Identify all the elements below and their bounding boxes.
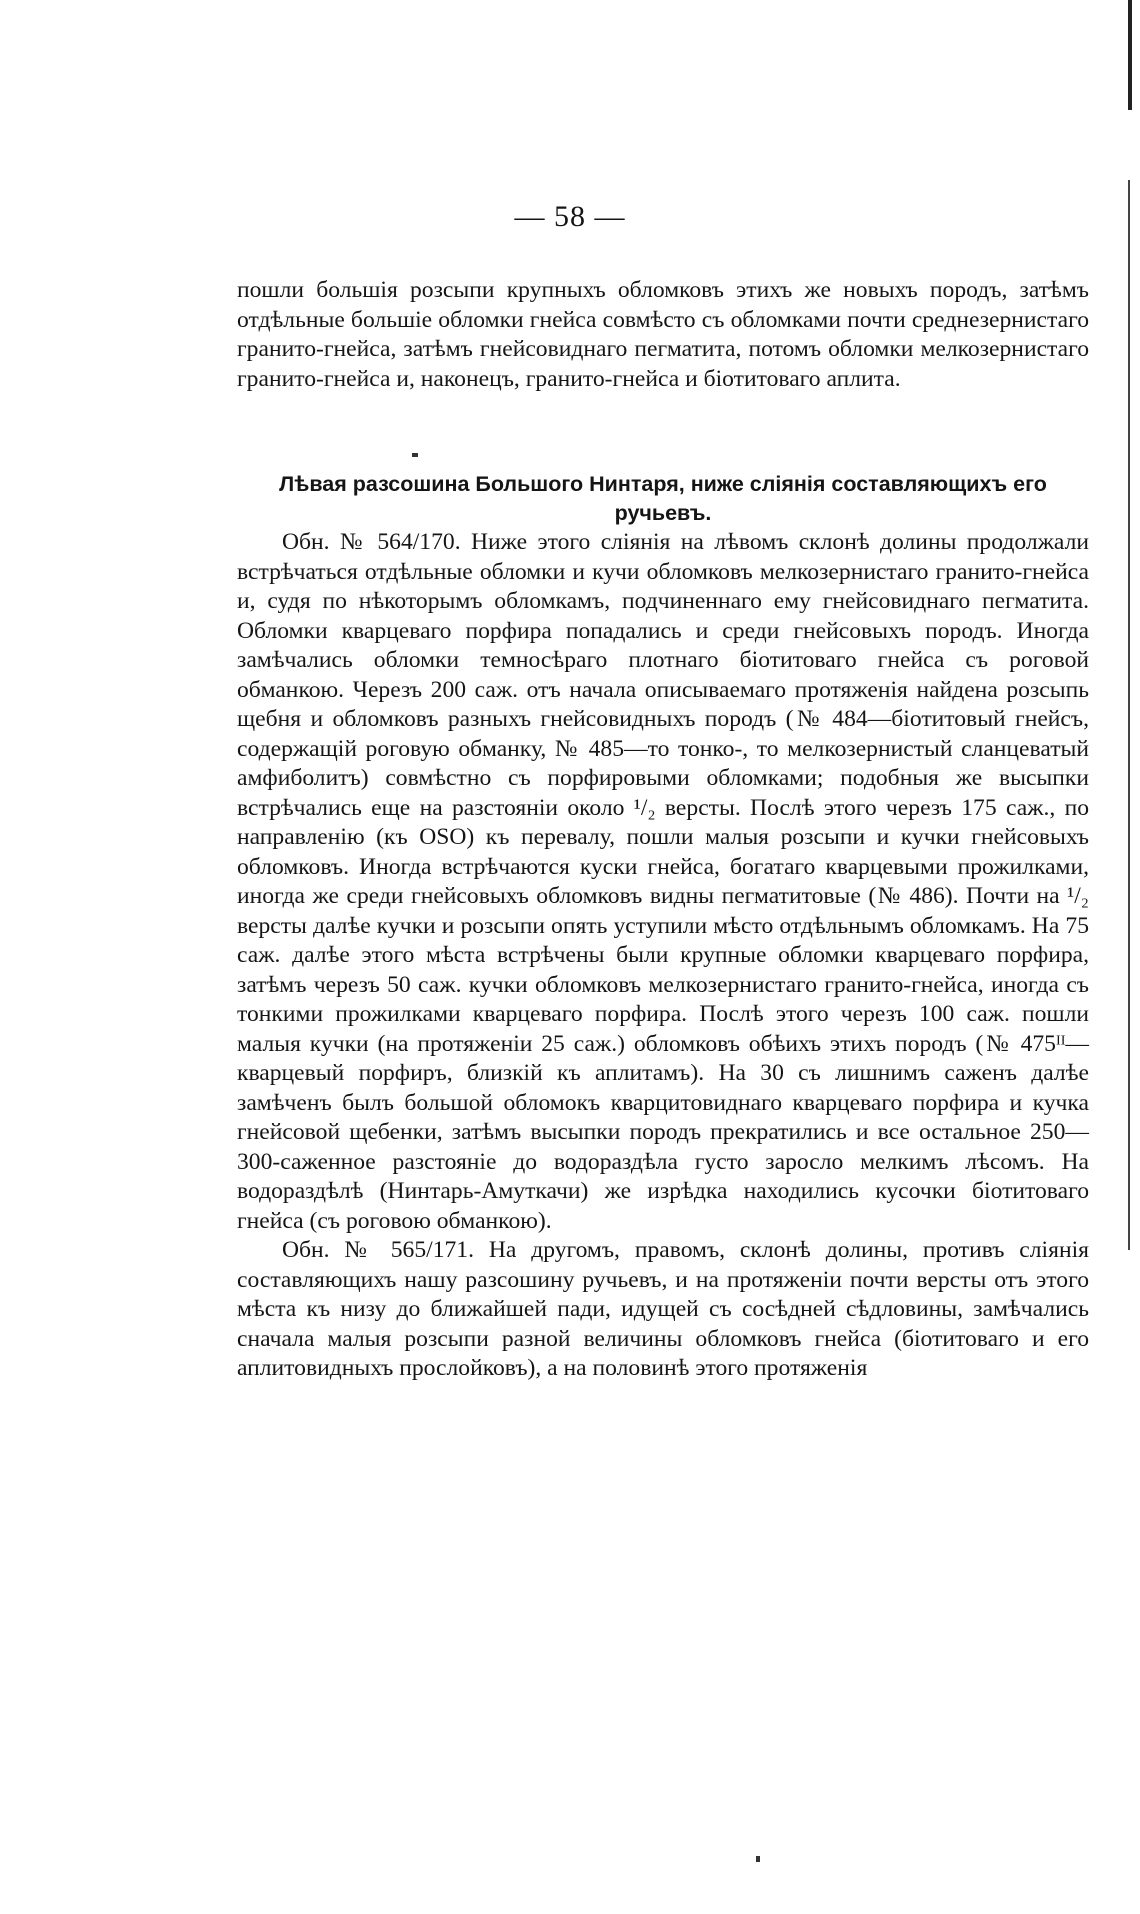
intro-paragraph-block	[237, 276, 1089, 394]
paragraph-564: Обн. № 564/170. Ниже этого сліянія на лѣвомъ склонѣ долины продолжали встрѣчаться отдѣльные обломки и кучи обломковъ мелкозернистаго гранито-гнейса и, судя по нѣкоторымъ обломкамъ, подчиненнаго ему гнейсовиднаго пегматита. Обломки кварцеваго порфира попадались и среди гнейсовыхъ породъ. Иногда замѣчались обломки темносѣраго плотнаго біотитоваго гнейса съ роговой обманкою. Черезъ 200 саж. отъ начала описываемаго протяженія найдена розсыпь щебня и обломковъ разныхъ гнейсовидныхъ породъ (№ 484—біотитовый гнейсъ, содержащій роговую обманку, № 485—то тонко-, то мелкозернистый сланцеватый амфиболитъ) совмѣстно съ порфировыми обломками; подобныя же высыпки встрѣчались еще на разстояніи около ¹/₂ версты. Послѣ этого черезъ 175 саж., по направленію (къ OSO) къ перевалу, пошли малыя розсыпи и кучки гнейсовыхъ обломковъ. Иногда встрѣчаются куски гнейса, богатаго кварцевыми прожилками, иногда же среди гнейсовыхъ обломковъ видны пегматитовые (№ 486). Почти на ¹/₂ версты далѣе кучки и розсыпи опять уступили мѣсто отдѣльнымъ обломкамъ. На 75 саж. далѣе этого мѣста встрѣчены были крупные обломки кварцеваго порфира, затѣмъ черезъ 50 саж. кучки обломковъ мелкозернистаго гранито-гнейса, иногда съ тонкими прожилками кварцеваго порфира. Послѣ этого черезъ 100 саж. пошли малыя кучки (на протяженіи 25 саж.) обломковъ обѣихъ этихъ породъ (№ 475ᴵᴵ—кварцевый порфиръ, близкій къ аплитамъ). На 30 съ лишнимъ саженъ далѣе замѣченъ былъ большой обломокъ кварцитовиднаго кварцеваго порфира и кучка гнейсовой щебенки, затѣмъ высыпки породъ прекратились и все остальное 250—300-саженное разстояніе до водораздѣла густо заросло мелкимъ лѣсомъ. На водораздѣлѣ (Нинтарь-Амуткачи) же изрѣдка находились кусочки біотитоваго гнейса (съ роговою обманкою).	[237, 529, 1089, 1234]
ink-speck	[412, 453, 418, 457]
ink-speck-bottom	[756, 1856, 760, 1862]
scan-edge-mark	[1128, 0, 1132, 110]
intro-paragraph: пошли большія розсыпи крупныхъ обломковъ этихъ же новыхъ породъ, затѣмъ отдѣльные большіе обломки гнейса совмѣсто съ обломками почти среднезернистаго гранито-гнейса, затѣмъ гнейсовиднаго пегматита, потомъ обломки мелкозернистаго гранито-гнейса и, наконецъ, гранито-гнейса и біотитоваго аплита.	[237, 277, 1089, 392]
section-heading: Лѣвая разсошина Большого Нинтаря, ниже слiянiя составляющихъ его ручьевъ.	[279, 472, 1047, 525]
scan-edge-line	[1128, 180, 1130, 1250]
paragraph-565: Обн. № 565/171. На другомъ, правомъ, склонѣ долины, противъ слiянiя составляющихъ нашу разсошину ручьевъ, и на протяженіи почти версты отъ этого мѣста къ низу до ближайшей пади, идущей съ сосѣдней сѣдловины, замѣчались сначала малыя розсыпи разной величины обломковъ гнейса (біотитоваго и его аплитовидныхъ прослойковъ), а на половинѣ этого протяженія	[237, 1237, 1089, 1381]
page-number: — 58 —	[514, 200, 626, 233]
body-text-block	[237, 528, 1089, 1384]
